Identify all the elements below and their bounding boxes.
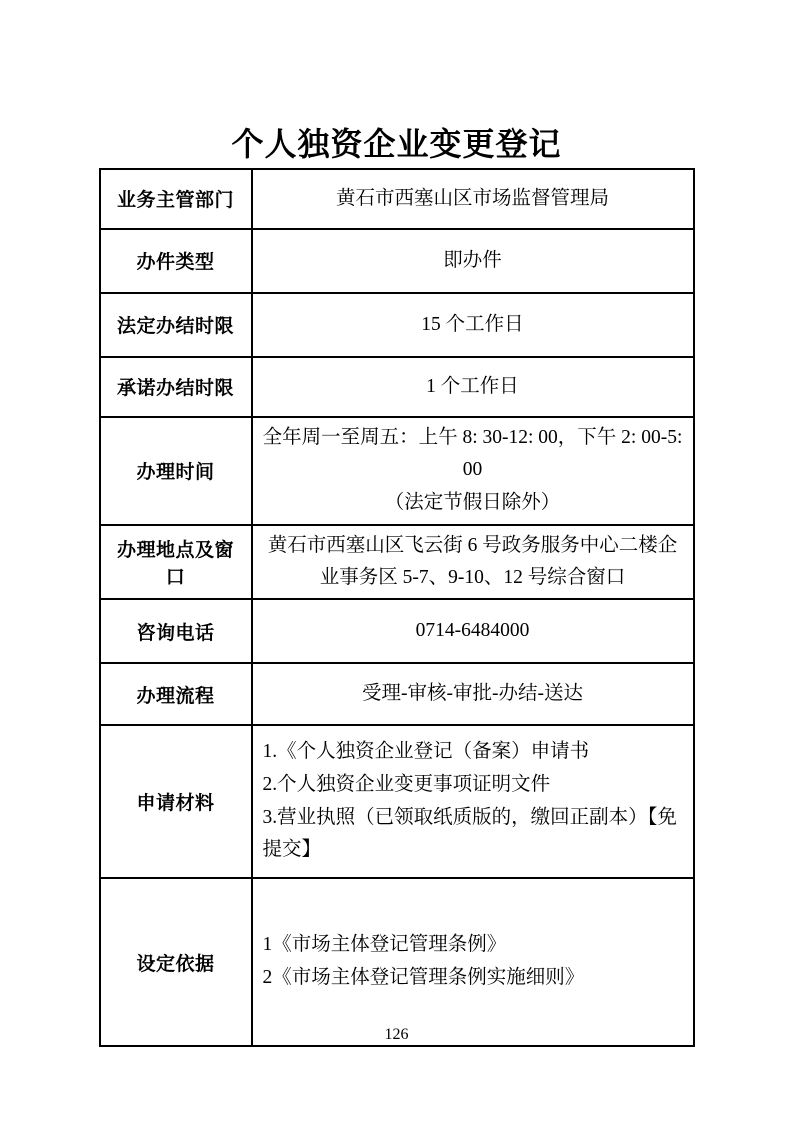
table-row: [100, 525, 694, 599]
table-row: [100, 663, 694, 725]
table-row: [100, 878, 694, 1046]
row-label: 设定依据: [100, 878, 252, 1046]
row-value: [252, 417, 694, 525]
row-value: [252, 725, 694, 878]
info-table: [99, 168, 695, 1048]
info-table-body: [100, 169, 694, 1047]
row-value-line: 3.营业执照（已领取纸质版的，缴回正副本）【免提交】: [262, 806, 677, 861]
page-number: 126: [384, 1026, 409, 1043]
row-value: 即办件: [252, 229, 694, 293]
table-row: [100, 293, 694, 357]
row-value-line: 1《市场主体登记管理条例》: [262, 934, 507, 956]
row-value: 15 个工作日: [252, 293, 694, 357]
row-label: 办理时间: [100, 417, 252, 525]
table-row: [100, 229, 694, 293]
row-value: [252, 878, 694, 1046]
row-value: 0714-6484000: [252, 599, 694, 663]
row-value: 黄石市西塞山区飞云街 6 号政务服务中心二楼企业事务区 5-7、9-10、12 号综合窗口: [252, 525, 694, 599]
table-row: [100, 725, 694, 878]
row-label: 办件类型: [100, 229, 252, 293]
row-value: 黄石市西塞山区市场监督管理局: [252, 169, 694, 229]
table-row: [100, 169, 694, 229]
row-label: 申请材料: [100, 725, 252, 878]
table-row: [100, 417, 694, 525]
row-label: 办理地点及窗口: [100, 525, 252, 599]
row-value-line: 2《市场主体登记管理条例实施细则》: [262, 967, 585, 989]
row-value: 受理-审核-审批-办结-送达: [252, 663, 694, 725]
row-value: 1 个工作日: [252, 357, 694, 417]
row-label: 办理流程: [100, 663, 252, 725]
row-value-line: 2.个人独资企业变更事项证明文件: [262, 773, 551, 795]
page-title: 个人独资企业变更登记: [231, 126, 562, 162]
table-row: [100, 599, 694, 663]
table-row: [100, 357, 694, 417]
row-label: 业务主管部门: [100, 169, 252, 229]
row-value-line: （法定节假日除外）: [384, 492, 561, 514]
row-value-line: 1.《个人独资企业登记（备案）申请书: [262, 741, 590, 763]
row-label: 法定办结时限: [100, 293, 252, 357]
row-label: 咨询电话: [100, 599, 252, 663]
row-label: 承诺办结时限: [100, 357, 252, 417]
row-value-line: 全年周一至周五：上午 8: 30-12: 00，下午 2: 00-5: 00: [262, 426, 683, 481]
